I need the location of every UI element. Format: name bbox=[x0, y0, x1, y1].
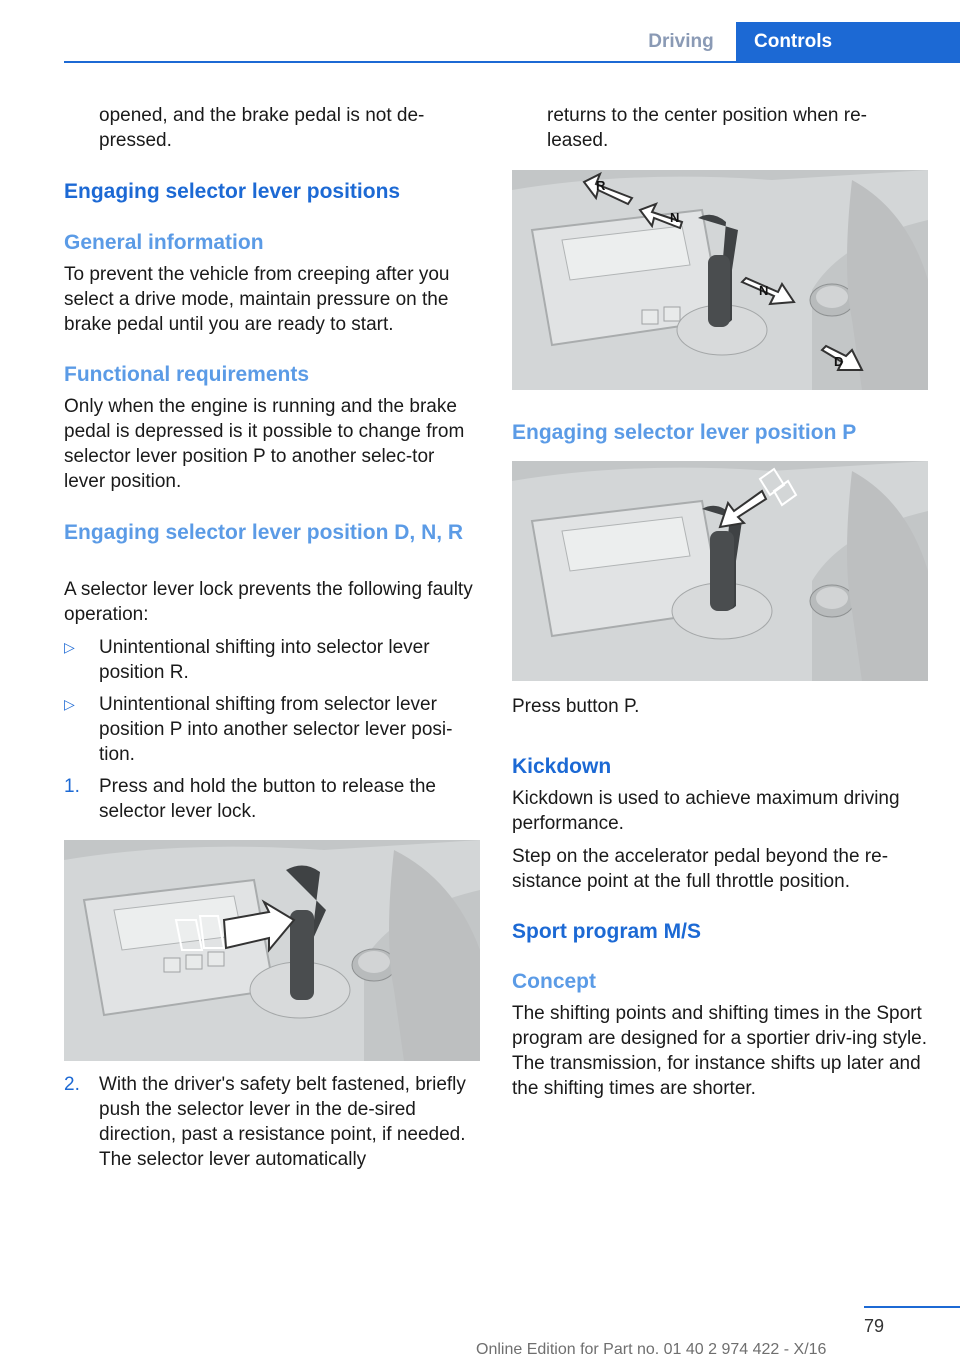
step-text: Press and hold the button to release the selector lever lock. bbox=[99, 776, 436, 822]
label-n-lower: N bbox=[759, 283, 769, 298]
bullet-marker: ▷ bbox=[64, 639, 75, 655]
heading-concept: Concept bbox=[512, 970, 596, 993]
kickdown-text-1: Kickdown is used to achieve maximum driving performance. bbox=[512, 788, 900, 834]
intro-text: opened, and the brake pedal is not de- pressed. bbox=[99, 105, 425, 151]
heading-position-p: Engaging selector lever position P bbox=[512, 421, 857, 444]
figure-button-p bbox=[512, 461, 928, 681]
press-p-text: Press button P. bbox=[512, 696, 640, 717]
label-d: D bbox=[834, 354, 844, 369]
bullet-marker: ▷ bbox=[64, 696, 75, 712]
figure-shift-directions bbox=[512, 170, 928, 390]
figure-release-lock bbox=[64, 840, 480, 1061]
continued-text: returns to the center position when re-leased. bbox=[547, 105, 868, 151]
heading-general-information: General information bbox=[64, 231, 264, 254]
shift-directions-illustration bbox=[512, 170, 928, 390]
concept-text: The shifting points and shifting times in the Sport program are designed for a sportier driv-ing style. The transmission, for instance shifts up later and the shifting times are shorter. bbox=[512, 1003, 928, 1099]
page-number: 79 bbox=[864, 1316, 885, 1336]
heading-position-dnr: Engaging selector lever position D, N, R bbox=[64, 521, 464, 544]
step-number: 1. bbox=[64, 776, 80, 797]
bullet-text: Unintentional shifting from selector lever position P into another selector lever posi-tion. bbox=[99, 694, 453, 765]
footer-divider bbox=[864, 1306, 960, 1308]
header-section-tab[interactable]: Driving bbox=[648, 31, 714, 52]
heading-sport-program: Sport program M/S bbox=[512, 920, 702, 943]
kickdown-text-2: Step on the accelerator pedal beyond the re-sistance point at the full throttle position. bbox=[512, 846, 889, 892]
heading-functional-requirements: Functional requirements bbox=[64, 363, 310, 386]
heading-engaging-positions: Engaging selector lever positions bbox=[64, 180, 401, 203]
heading-kickdown: Kickdown bbox=[512, 755, 612, 778]
lock-text: A selector lever lock prevents the following faulty operation: bbox=[64, 579, 473, 625]
console-illustration bbox=[64, 840, 480, 1061]
footer-edition: Online Edition for Part no. 01 40 2 974 422 - X/16 bbox=[476, 1341, 827, 1358]
button-p-illustration bbox=[512, 461, 928, 681]
label-n-upper: N bbox=[670, 210, 680, 225]
functional-text: Only when the engine is running and the brake pedal is depressed is it possible to change from selector lever position P to another selec-tor lever position. bbox=[64, 396, 465, 492]
step-number: 2. bbox=[64, 1074, 80, 1095]
header-chapter-tab[interactable]: Controls bbox=[736, 22, 960, 62]
general-text: To prevent the vehicle from creeping after you select a drive mode, maintain pressure on the brake pedal until you are ready to start. bbox=[64, 264, 450, 335]
header-divider bbox=[64, 61, 960, 63]
label-r: R bbox=[596, 178, 606, 193]
step-text: With the driver's safety belt fastened, briefly push the selector lever in the de-sired direction, past a resistance point, if needed. The selector lever automatically bbox=[99, 1074, 466, 1170]
bullet-text: Unintentional shifting into selector lever position R. bbox=[99, 637, 430, 683]
